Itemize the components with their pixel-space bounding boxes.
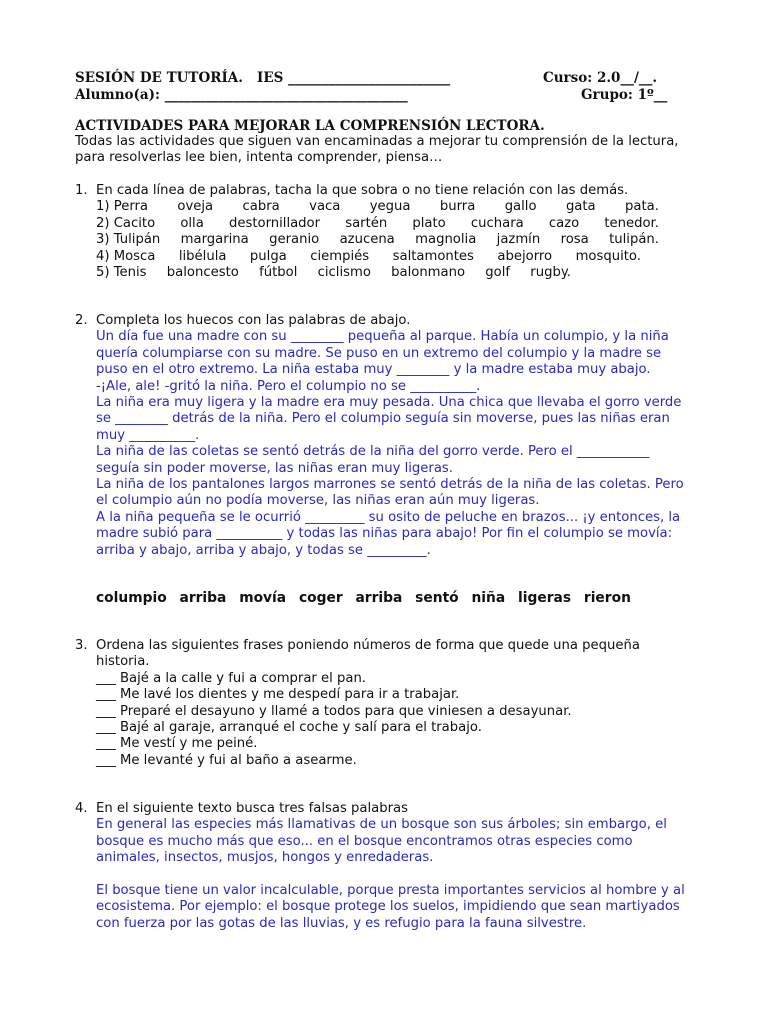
word-row-5 <box>96 265 571 281</box>
word: rosa <box>560 232 589 248</box>
word: saltamontes <box>392 248 474 264</box>
word: libélula <box>178 248 227 264</box>
header-group: Grupo: 1º__ <box>581 87 668 103</box>
word: magnolia <box>415 232 477 248</box>
word: tulipán. <box>609 232 659 248</box>
word-bank-item: movía <box>239 590 287 606</box>
question-3-text: Ordena las siguientes frases poniendo números de forma que quede una pequeña historia. <box>96 638 640 670</box>
forest-paragraph-1: En general las especies más llamativas de un bosque son sus árboles; sin embargo, el bosque es mucho más que eso... en el bosque encontramos otras especies como animales, insectos, musjos, hongos y enredaderas. <box>96 817 667 866</box>
word: cuchara <box>470 215 524 231</box>
sentence-line: ___ Me vestí y me peiné. <box>96 736 258 752</box>
word-bank-item: arriba <box>179 590 227 606</box>
story-paragraph: La niña de las coletas se sentó detrás de la niña del gorro verde. Pero el ___________ seguía sin poder moverse, las niñas eran muy ligeras. <box>96 444 650 476</box>
question-4-text: En el siguiente texto busca tres falsas palabras <box>96 801 408 816</box>
question-2-text: Completa los huecos con las palabras de abajo. <box>96 313 411 328</box>
word: mosquito. <box>575 248 641 264</box>
word: 2) Cacito <box>96 215 156 231</box>
word: golf <box>485 264 511 280</box>
word: gallo <box>504 199 537 215</box>
header-student: Alumno(a): ____________________________________ <box>75 87 408 103</box>
word: jazmín <box>496 232 541 248</box>
word: burra <box>439 199 476 215</box>
word: destornillador <box>228 215 321 231</box>
word-row-3 <box>96 232 659 248</box>
word: yegua <box>369 199 411 215</box>
story-paragraph: -¡Ale, ale! -gritó la niña. Pero el columpio no se __________. <box>96 378 481 394</box>
question-3-number: 3. <box>75 638 88 653</box>
question-1-number: 1. <box>75 183 88 198</box>
word: cabra <box>242 199 280 215</box>
forest-paragraph-2: El bosque tiene un valor incalculable, porque presta importantes servicios al hombre y al ecosistema. Por ejemplo: el bosque protege los suelos, impidiendo que sean martiyados con fuerza por las gotas de las lluvias, y es refugio para la fauna silvestre. <box>96 883 685 931</box>
intro-text: Todas las actividades que siguen van encaminadas a mejorar tu comprensión de la lectura, para resolverlas lee bien, intenta comprender, piensa… <box>75 134 679 166</box>
word-row-1 <box>96 199 659 215</box>
sentence-line: ___ Me lavé los dientes y me despedí para ir a trabajar. <box>96 687 460 703</box>
story-paragraph: La niña era muy ligera y la madre era muy pesada. Una chica que llevaba el gorro verde se ________ detrás de la niña. Pero el columpio seguía sin moverse, pues las niñas eran muy __________. <box>96 395 682 443</box>
question-4-number: 4. <box>75 801 88 816</box>
word: abejorro <box>497 248 553 264</box>
sentence-line: ___ Bajé a la calle y fui a comprar el pan. <box>96 670 366 686</box>
word: cazo <box>548 215 580 231</box>
header-course: Curso: 2.0__/__. <box>543 70 658 86</box>
word: vaca <box>309 199 341 215</box>
word: ciclismo <box>317 264 371 280</box>
word: ciempiés <box>310 248 370 264</box>
word: tenedor. <box>604 215 659 231</box>
word-bank <box>96 590 631 606</box>
word: 1) Perra <box>96 199 149 215</box>
sentence-line: ___ Bajé al garaje, arranqué el coche y salí para el trabajo. <box>96 720 482 736</box>
word-bank-item: sentó <box>415 590 459 606</box>
sentence-line: ___ Me levanté y fui al baño a asearme. <box>96 752 357 768</box>
word: olla <box>180 215 204 231</box>
word: rugby. <box>530 264 571 280</box>
word: sartén <box>345 215 388 231</box>
word: pulga <box>249 248 287 264</box>
word: azucena <box>339 232 395 248</box>
word-rows <box>96 199 659 281</box>
word: oveja <box>177 199 214 215</box>
word: plato <box>412 215 446 231</box>
word-bank-item: niña <box>471 590 506 606</box>
header-session-ies: SESIÓN DE TUTORÍA. IES ________________________ <box>75 70 451 86</box>
word: pata. <box>625 199 659 215</box>
word: baloncesto <box>166 264 239 280</box>
word: margarina <box>180 232 249 248</box>
story-paragraph: A la niña pequeña se le ocurrió _________ su osito de peluche en brazos... ¡y entonces, la madre subió para __________ y todas las niñas para abajo! Por fin el columpio se movía: arriba y abajo, arriba y abajo, y todas se _________. <box>96 509 681 558</box>
word: geranio <box>269 232 320 248</box>
word: 3) Tulipán <box>96 232 161 248</box>
word-row-2 <box>96 216 659 232</box>
word: balonmano <box>391 264 466 280</box>
question-1-text: En cada línea de palabras, tacha la que sobra o no tiene relación con las demás. <box>96 183 629 198</box>
word: gata <box>565 199 596 215</box>
story-paragraph: Un día fue una madre con su ________ pequeña al parque. Había un columpio, y la niña quería columpiarse con su madre. Se puso en un extremo del columpio y la madre se puso en el otro extremo. La niña estaba muy ________ y la madre estaba muy abajo. <box>96 329 669 378</box>
question-2-number: 2. <box>75 313 88 328</box>
swing-story <box>96 329 696 559</box>
word: 5) Tenis <box>96 264 147 280</box>
word-bank-item: rieron <box>583 590 631 606</box>
sentence-line: ___ Preparé el desayuno y llamé a todos para que viniesen a desayunar. <box>96 703 572 719</box>
forest-text <box>96 817 696 932</box>
word-bank-item: ligeras <box>518 590 572 606</box>
page-title: ACTIVIDADES PARA MEJORAR LA COMPRENSIÓN LECTORA. <box>75 118 545 134</box>
story-paragraph: La niña de los pantalones largos marrones se sentó detrás de la niña de las coletas. Pero el columpio aún no podía moverse, las niñas eran aún muy ligeras. <box>96 477 684 509</box>
word-bank-item: arriba <box>355 590 403 606</box>
word: 4) Mosca <box>96 248 156 264</box>
word-bank-item: coger <box>298 590 343 606</box>
sentence-list <box>96 671 572 769</box>
word-bank-item: columpio <box>96 590 167 606</box>
word-row-4 <box>96 249 641 265</box>
word: fútbol <box>259 264 298 280</box>
